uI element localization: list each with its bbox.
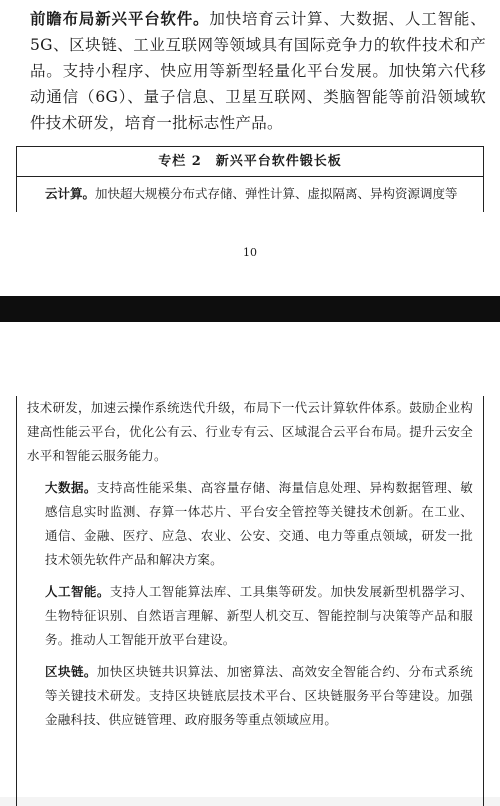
big-data-body: 支持高性能采集、高容量存储、海量信息处理、异构数据管理、敏感信息实时监测、存算一体芯片、平台安全管控等关键技术创新。在工业、通信、金融、医疗、应急、农业、公安、交通、电力等重点领域，研发一批技术领先软件产品和解决方案。 [45, 480, 473, 567]
box-title: 专栏 2 新兴平台软件锻长板 [17, 147, 483, 177]
cloud-body: 加快超大规模分布式存储、弹性计算、虚拟隔离、异构资源调度等 [95, 186, 458, 201]
cloud-continued: 技术研发，加速云操作系统迭代升级，布局下一代云计算软件体系。鼓励企业构建高性能云平台，优化公有云、行业专有云、区域混合云平台布局。提升云安全水平和智能云服务能力。 [27, 400, 473, 463]
sidebar-box-top [16, 146, 484, 212]
blockchain-body: 加快区块链共识算法、加密算法、高效安全智能合约、分布式系统等关键技术研发。支持区块链底层技术平台、区块链服务平台等建设。加强金融科技、供应链管理、政府服务等重点领域应用。 [45, 664, 473, 727]
paragraph-lead: 前瞻布局新兴平台软件。 [30, 9, 210, 28]
section-ai [17, 580, 483, 652]
cloud-lead: 云计算。 [45, 186, 96, 201]
ai-body: 支持人工智能算法库、工具集等研发。加快发展新型机器学习、生物特征识别、自然语言理解、新型人机交互、智能控制与决策等产品和服务。推动人工智能开放平台建设。 [45, 584, 473, 647]
paragraph-emerging-platform-software [30, 6, 486, 136]
page-number: 10 [243, 246, 257, 259]
box-row-cloud [17, 177, 483, 205]
section-blockchain [17, 660, 483, 732]
big-data-lead: 大数据。 [45, 480, 97, 495]
section-big-data [17, 476, 483, 572]
sidebar-box-continued [16, 396, 484, 806]
paragraph-body: 加快培育云计算、大数据、人工智能、5G、区块链、工业互联网等领域具有国际竞争力的软件技术和产品。支持小程序、快应用等新型轻量化平台发展。加快第六代移动通信（6G）、量子信息、卫星互联网、类脑智能等前沿领域软件技术研发，培育一批标志性产品。 [30, 10, 486, 132]
page-gap [0, 296, 500, 322]
document-page-top [0, 0, 500, 296]
ai-lead: 人工智能。 [45, 584, 110, 599]
document-page-bottom [0, 322, 500, 797]
blockchain-lead: 区块链。 [45, 664, 97, 679]
